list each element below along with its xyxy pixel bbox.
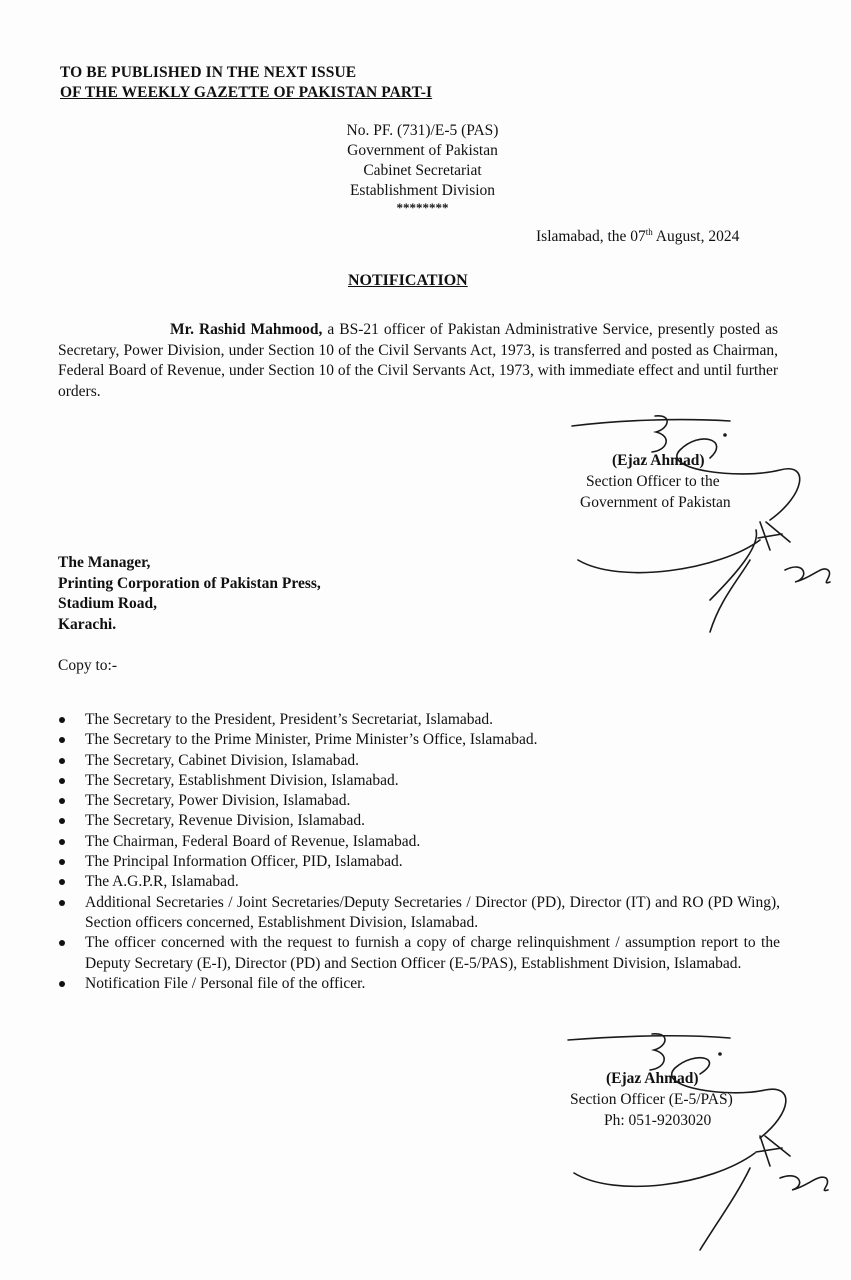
issue-date xyxy=(536,227,739,246)
list-item: The Secretary, Cabinet Division, Islamabad. xyxy=(58,751,780,771)
list-item: The Secretary, Power Division, Islamabad. xyxy=(58,791,780,811)
signatory-name-2: (Ejaz Ahmad) xyxy=(606,1070,699,1087)
notification-title: NOTIFICATION xyxy=(348,272,468,289)
recipient-address xyxy=(58,553,321,635)
handwritten-signature-1 xyxy=(560,410,840,645)
gazette-title: OF THE WEEKLY GAZETTE OF PAKISTAN PART-I xyxy=(60,84,433,101)
signatory-org: Government of Pakistan xyxy=(580,494,731,511)
list-item: Additional Secretaries / Joint Secretaries/Deputy Secretaries / Director (PD), Director (IT) and RO (PD Wing), Section officers concerned, Establishment Division, Islamabad. xyxy=(58,893,780,934)
list-item: The Secretary, Revenue Division, Islamabad. xyxy=(58,811,780,831)
copy-to-heading: Copy to:- xyxy=(58,657,117,674)
signatory-name: (Ejaz Ahmad) xyxy=(612,452,705,469)
list-item: The Secretary to the President, President’s Secretariat, Islamabad. xyxy=(58,710,780,730)
list-item: The Secretary, Establishment Division, Islamabad. xyxy=(58,771,780,791)
handwritten-signature-2 xyxy=(560,1028,840,1260)
address-line-3: Stadium Road, xyxy=(58,595,158,612)
body-text: a BS-21 officer of Pakistan Administrative Service, presently posted as Secretary, Power Division, under Section 10 of the Civil Servants Act, 1973, is transferred and posted as Chairman, Federal Board of Revenue, under Section 10 of the Civil Servants Act, 1973, with immediate effect and until further orders. xyxy=(58,321,778,400)
publication-instruction: TO BE PUBLISHED IN THE NEXT ISSUE xyxy=(60,64,357,81)
address-line-4: Karachi. xyxy=(58,615,117,633)
date-rest: August, 2024 xyxy=(652,228,740,246)
notification-body xyxy=(58,320,778,402)
office-block xyxy=(300,121,545,215)
secretariat-name: Cabinet Secretariat xyxy=(363,162,482,179)
date-suffix-sup: th xyxy=(645,227,653,237)
date-prefix: Islamabad, the 07 xyxy=(536,228,646,246)
stars-separator: ******** xyxy=(396,200,449,215)
address-line-2: Printing Corporation of Pakistan Press, xyxy=(58,574,321,592)
division-name: Establishment Division xyxy=(349,182,496,199)
list-item: The Secretary to the Prime Minister, Prime Minister’s Office, Islamabad. xyxy=(58,730,780,750)
list-item: Notification File / Personal file of the officer. xyxy=(58,974,780,994)
list-item: The Chairman, Federal Board of Revenue, Islamabad. xyxy=(58,832,780,852)
signatory-designation: Section Officer to the xyxy=(586,473,720,490)
signatory-phone: Ph: 051-9203020 xyxy=(604,1112,712,1129)
government-name: Government of Pakistan xyxy=(347,142,498,159)
list-item: The A.G.P.R, Islamabad. xyxy=(58,872,780,892)
officer-name: Mr. Rashid Mahmood, xyxy=(170,321,323,338)
address-line-1: The Manager, xyxy=(58,554,151,571)
copy-list xyxy=(58,710,780,994)
list-item: The officer concerned with the request to furnish a copy of charge relinquishment / assumption report to the Deputy Secretary (E-I), Director (PD) and Section Officer (E-5/PAS), Establishment Division, Islamabad. xyxy=(58,933,780,974)
signatory-designation-2: Section Officer (E-5/PAS) xyxy=(570,1091,733,1108)
list-item: The Principal Information Officer, PID, Islamabad. xyxy=(58,852,780,872)
reference-number: No. PF. (731)/E-5 (PAS) xyxy=(346,122,499,139)
